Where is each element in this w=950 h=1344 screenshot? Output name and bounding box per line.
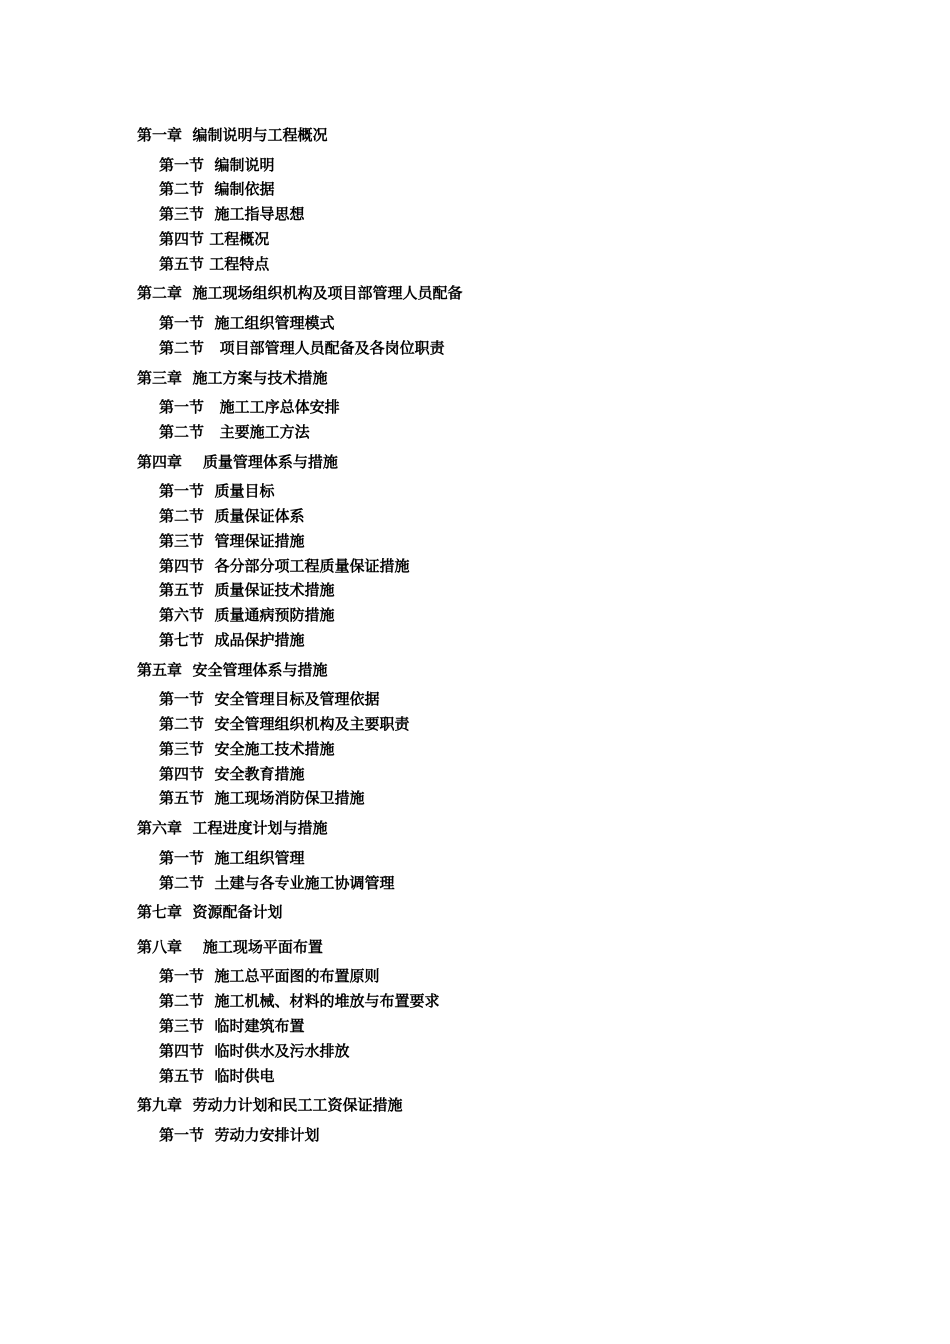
toc-section: 第四节 安全教育措施 [159, 764, 305, 783]
toc-section: 第六节 质量通病预防措施 [159, 606, 335, 625]
toc-section: 第二节 施工机械、材料的堆放与布置要求 [159, 992, 440, 1011]
toc-section: 第四节 各分部分项工程质量保证措施 [159, 556, 410, 575]
toc-section: 第一节 劳动力安排计划 [159, 1125, 320, 1144]
toc-section: 第五节 施工现场消防保卫措施 [159, 789, 365, 808]
toc-chapter: 第三章 施工方案与技术措施 [137, 368, 328, 387]
toc-section: 第二节 项目部管理人员配备及各岗位职责 [159, 338, 445, 357]
toc-section: 第二节 安全管理组织机构及主要职责 [159, 715, 410, 734]
toc-section: 第五节 临时供电 [159, 1066, 275, 1085]
toc-chapter: 第二章 施工现场组织机构及项目部管理人员配备 [137, 284, 463, 303]
toc-section: 第二节 编制依据 [159, 180, 275, 199]
toc-section: 第二节 主要施工方法 [159, 422, 310, 441]
toc-chapter: 第五章 安全管理体系与措施 [137, 660, 328, 679]
toc-section: 第二节 质量保证体系 [159, 506, 305, 525]
toc-section: 第四节 临时供水及污水排放 [159, 1041, 350, 1060]
toc-chapter: 第四章 质量管理体系与措施 [137, 452, 338, 471]
toc-section: 第一节 施工总平面图的布置原则 [159, 967, 380, 986]
toc-section: 第一节 施工工序总体安排 [159, 398, 340, 417]
toc-chapter: 第八章 施工现场平面布置 [137, 937, 323, 956]
toc-chapter: 第一章 编制说明与工程概况 [137, 126, 328, 144]
toc-section: 第四节 工程概况 [159, 229, 270, 248]
toc-chapter: 第七章 资源配备计划 [137, 903, 283, 922]
toc-section: 第五节 工程特点 [159, 254, 270, 273]
toc-section: 第三节 安全施工技术措施 [159, 739, 335, 758]
toc-section: 第二节 土建与各专业施工协调管理 [159, 873, 395, 892]
toc-section: 第三节 施工指导思想 [159, 205, 305, 224]
toc-section: 第三节 管理保证措施 [159, 531, 305, 550]
toc-chapter: 第九章 劳动力计划和民工工资保证措施 [137, 1096, 403, 1115]
toc-section: 第三节 临时建筑布置 [159, 1016, 305, 1035]
toc-section: 第一节 施工组织管理 [159, 848, 305, 867]
toc-section: 第七节 成品保护措施 [159, 630, 305, 649]
toc-chapter: 第六章 工程进度计划与措施 [137, 819, 328, 838]
table-of-contents [137, 118, 897, 1148]
toc-section: 第一节 安全管理目标及管理依据 [159, 690, 380, 709]
toc-section: 第一节 施工组织管理模式 [159, 313, 335, 332]
toc-section: 第五节 质量保证技术措施 [159, 581, 335, 600]
toc-section: 第一节 质量目标 [159, 482, 275, 501]
toc-section: 第一节 编制说明 [159, 155, 275, 174]
